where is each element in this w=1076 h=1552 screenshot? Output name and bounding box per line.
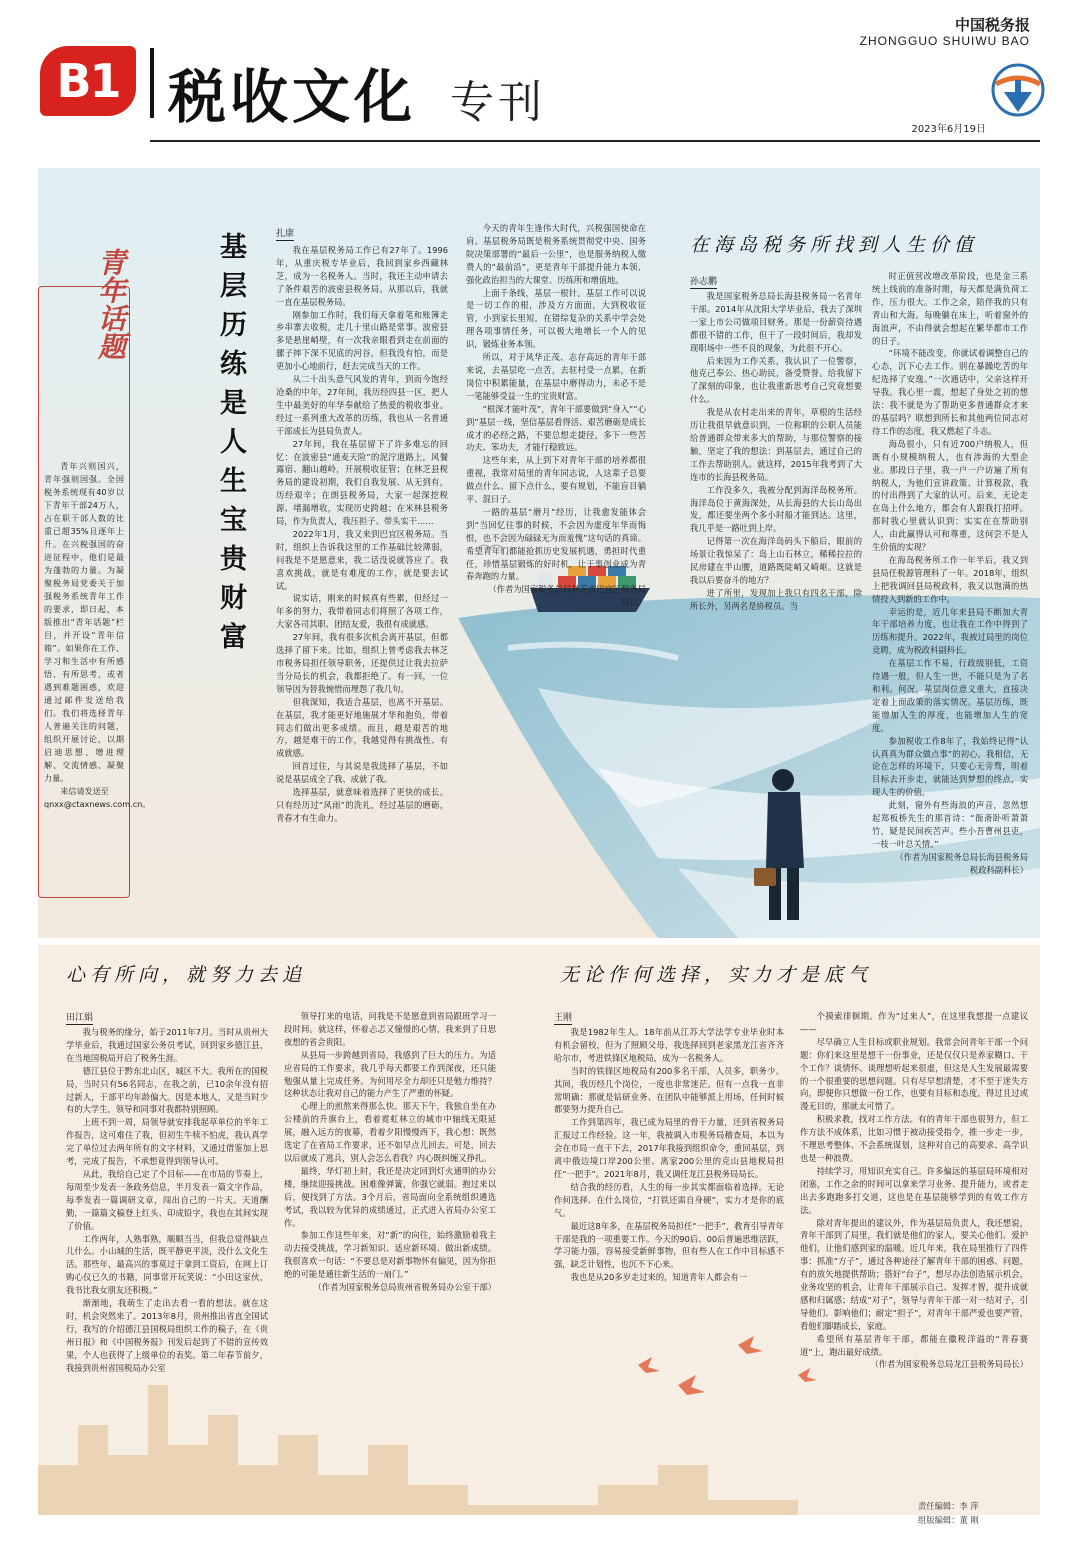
paragraph: 刚参加工作时，我们每天拿着笔和账簿走乡串寨去收税，走几十里山路是常事。波密县多是悬崖峭壁，有一次我亲眼看到走在前面的骡子摔下深不见底的河谷，但我没有怕，而是更加小心地前行，赶去完成当天的工作。 xyxy=(276,309,448,372)
paragraph: 持续学习，用知识充实自己。许多偏远的基层局环境相对闭塞，工作之余的时间可以拿来学习业务、提升能力，或者走出去多跑跑多打交道，这也是在基层能够学到的有效工作方法。 xyxy=(800,1165,1028,1215)
paragraph: 希望所有基层青年干部，都能在徽税洋溢的“青春赛道”上，跑出最好成绩。 xyxy=(800,1333,1028,1357)
column-subtitle: 专刊 xyxy=(450,77,546,128)
paragraph: 德江县位于黔东北山区，城区不大。我所在的国税局，当时只有56名同志，在我之前，已10余年没有招过新人，干部平均年龄偏大。因是本地人，又是当时少有的大学生，领导和同事对我都特别照顾。 xyxy=(66,1065,268,1115)
paragraph: 说实话，刚来的时候真有些累，但经过一年多的努力，我带着同志们将照了各项工作，大家各司其职、团结友爱，我很有成就感。 xyxy=(276,593,448,630)
paragraph: 领导打来的电话，问我是不是愿意到省局跟班学习一段时间。就这样，怀着忐忑又憧憬的心情，我来到了日思夜想的省会贵阳。 xyxy=(284,1011,496,1047)
article-1-author: 扎康 xyxy=(276,226,294,241)
paragraph: 渐渐地，我萌生了走出去看一看的想法。就在这时，机会突然来了。2013年8月，贵州推出省直全国试行，我写的介绍德江县国税局组织工作的稿子，在《贵州日报》和《中国税务报》刊发后起到了不错的宣传效果，个人也获得了上级单位的表奖。第二年春节前夕，我接到贵州省国税局办公室 xyxy=(66,1298,268,1373)
article-3-column-2 xyxy=(284,1010,496,1340)
paragraph: 后来因为工作关系，我认识了一位警察，他克己奉公、热心助民，备受赞誉。给我留下了深刻的印象，也让我重新思考自己究竟想要什么。 xyxy=(690,355,862,405)
paragraph: 在海岛税务所工作一年半后，我又到县局任税源管理科了一年。2018年，组织上把我调回县局税政科，我又以饱满的热情投入到新的工作中。 xyxy=(872,554,1028,604)
paragraph: 27年间，我在基层留下了许多难忘的回忆：在波密县“通麦天险”的泥泞道路上，风餐露宿、翻山越岭，开展税收征管；在林芝县税务局的建设初期，我们自我发展、从无到有，历经艰辛；在朗县税务局，大家一起深挖税源、堵漏增收，实现历史跨越；在米林县税务局，作为负责人，我压担子、带头实干…… xyxy=(276,438,448,527)
paragraph: 参加工作这些年来，对“新”的向往，始终激励着我主动去接受挑战，学习新知识、适应新环境、做出新成绩。我很喜欢一句话：“不要总是对新事物怀有偏见，因为你拒绝的可能是通往新生活的一扇门。” xyxy=(284,1230,496,1280)
paragraph: 幸运的是，近几年来县局不断加大青年干部培养力度，也让我在工作中得到了历练和提升。2022年，我被过局里的岗位竞聘，成为税政科副科长。 xyxy=(872,606,1028,656)
paragraph: 我与税务的缘分，始于2011年7月。当时从贵州大学毕业后，我通过国家公务员考试，回到家乡德江县，在当地国税局开启了税务生涯。 xyxy=(66,1027,268,1063)
paper-logo-icon xyxy=(990,62,1046,118)
paragraph: 我是从农村走出来的青年，草根的生活经历让我很早就意识到，一位称职的公职人员能给普通群众带来多大的帮助，与那位警察的接触，坚定了我的想法：到基层去，通过自己的工作去帮助别人。就这样，2015年我考到了大连市的长海县税务局。 xyxy=(690,407,862,482)
title-divider xyxy=(150,48,154,118)
author-byline: （作者为国家税务总局林芝市巴宜区税务局局长） xyxy=(488,584,646,608)
article-4-column-1 xyxy=(554,1026,784,1346)
article-3-column-1 xyxy=(66,1026,268,1421)
paragraph: 在基层工作不易，行政级别低，工资待遇一般，但人生一世，不能只是为了名和利。何况，基层岗位意义重大，直接决定着上面政策的落实情况。基层历练，既能增加人生的厚度，也能增加人生的宽度。 xyxy=(872,658,1028,733)
article-1-column-2 xyxy=(466,222,646,654)
article-2-headline: 在海岛税务所找到人生价值 xyxy=(690,234,979,256)
paragraph: 心理上的煎熬来得那么快。那天下午，我独自坐在办公楼前的升旗台上，看着霓虹林立的城市中轴线无限延展，融入远方的夜幕，看着夕阳慢慢西下，我心想：既然选定了在省局工作要求，还不如早点儿回去。可是，回去以后就成了逃兵，别人会怎么看我？内心既纠缠又挣扎。 xyxy=(284,1101,496,1163)
paragraph: 除对青年提出的建议外，作为基层局负责人，我还想说，青年干部到了局里，我们就是他们的家人，要关心他们、爱护他们，让他们感到家的温暖。近几年来，我在局里推行了四件事：抓准“方子”，通过各种途径了解青年干部的困惑、问题，有的放矢地提供帮助；搭好“台子”，想尽办法创造展示机会，业务攻坚的机会，让青年干部展示自己、发挥才智，提升成就感和归属感；结成“对子”，领导与青年干部一对一结对子，引导他们、影响他们；耐定“担子”，对青年干部严爱也要严管，看他们脚踏成长，家庭。 xyxy=(800,1217,1028,1331)
paragraph: 这些年来，从上到下对青年干部的培养都很重视，我常对局里的青年同志说，人这辈子总要做点什么、留下点什么，要有规划，不能盲目躺平、混日子。 xyxy=(466,455,646,505)
paragraph: 从县局一步跨越到省局，我感到了巨大的压力。为适应省局的工作要求，我几乎每天都要工作到深夜，还只能勉强从量上完成任务。为何用尽全力却还只是勉力维持？这种状态让我对自己的能力产生了严重的怀疑。 xyxy=(284,1049,496,1099)
article-4-headline: 无论作何选择，实力才是底气 xyxy=(560,964,873,986)
paragraph: 结合我的经历看，人生的每一步其实都面临着选择。无论作何选择、在什么岗位，“打铁还需自身硬”，实力才是你的底气。 xyxy=(554,1181,784,1218)
intro-email[interactable]: qnxx@ctaxnews.com.cn。 xyxy=(44,799,151,809)
paper-name-en: ZHONGGUO SHUIWU BAO xyxy=(859,34,1030,48)
paper-name-cn: 中国税务报 xyxy=(954,16,1030,34)
paragraph: 今天的青年生逢伟大时代，兴税强国使命在肩。基层税务局既是税务系统贯彻党中央、国务院决策部署的“最后一公里”，也是服务纳税人缴费人的“最前沿”，更是青年干部提升能力本领、强化政治担当的大课堂、历练所和增值地。 xyxy=(466,223,646,285)
layout-editor: 组版编辑：董 刚 xyxy=(918,1515,979,1525)
paragraph: 当时的铁锋区地税局有200多名干部，人员多，职务少。其间，我历经几个岗位，一度也非常迷茫。但有一点我一直非常明确：那就是钻研业务、在团队中能够派上用场，任何时候都要努力提升自己。 xyxy=(554,1065,784,1115)
paragraph: 我是1982年生人。18年前从江苏大学法学专业毕业时本有机会留校，但为了照顾父母，我选择回到老家黑龙江省齐齐哈尔市，考进铁锋区地税局，成为一名税务人。 xyxy=(554,1027,784,1063)
article-2-author: 孙志鹏 xyxy=(690,274,717,289)
paragraph: 我是国家税务总局长海县税务局一名青年干部。2014年从沈阳大学毕业后，我去了深圳一家上市公司做项目财务。那是一份薪资待遇都很不错的工作，但干了一段时间后，我却发现职场中一些不良的现象，为此很不开心。 xyxy=(690,291,862,353)
paragraph: 最近这8年多，在基层税务局担任“一把手”，教育引导青年干部是我的一项重要工作。今天的90后、00后普遍思维活跃，学习能力强，容易接受新鲜事物，但有些人在工作中目标感不强，缺乏计划性，也沉不下心来。 xyxy=(554,1220,784,1270)
article-3-author: 田江娟 xyxy=(66,1010,93,1025)
paragraph: “根深才能叶茂”，青年干部要做到“身入”“心到”基层一线，坚信基层看得活、艰苦磨砺是成长成才的必经之路，不要总想走捷径，多下一些苦功夫、笨功夫，才能行稳致远。 xyxy=(466,403,646,453)
author-byline: （作者为国家税务总局长海县税务局税政科副科长） xyxy=(895,851,1028,875)
chief-editor: 责任编辑：李 萍 xyxy=(918,1501,979,1511)
paragraph: 参加税收工作8年了，我始终记得“认认真真为群众做点事”的初心。我相信，无论在怎样的环境下，只要心无旁骛，明着目标去开步走，就能达到梦想的终点，实现人生的价值。 xyxy=(872,735,1028,798)
paragraph: 一路的基层“磨月”经历，让我愈发能体会到“当回忆往事的时候，不会因为虚度年华而悔恨，也不会因为碌碌无为而羞愧”这句话的真谛。希望青年们都能抢抓历史发展机遇，勇担时代重任，珍惜基层锻炼的好时机，让干事创业成为青春奔跑的力量。 xyxy=(466,506,646,582)
paragraph: “环境不能改变，你就试着调整自己的心态，沉下心去工作。别在暴躁吃苦的年纪选择了安逸。”一次通话中，父亲这样开导我。我心里一震，想起了身处之初的想法：我不就是为了帮助更多普通群众才来的基层吗？联想到所长和其他两位同志对待工作的态度，我又燃起了斗志。 xyxy=(872,348,1028,436)
paragraph: 工作到第四年，我已成为局里的骨干力量，还到省税务局汇报过工作经验。这一年，我被调入市税务局稽查局，本以为会在市局一直干下去，2017年我接到组织命令，重回基层，到离中俄边境口岸200公里、离家200公里的克山县地税局担任“一把手”。2021年8月，我又调任龙江县税务局局长。 xyxy=(554,1117,784,1179)
paragraph: 进了所里，发现加上我只有四名干部，除所长外，另两名是协税员。当 xyxy=(690,587,862,611)
paragraph: 海岛很小，只有近700户纳税人，但既有小规模纳税人，也有涉海的大型企业。那段日子里，我一户一户访遍了所有纳税人，为他们宣讲政策、计算税款，我的付出得到了大家的认可。后来，无论走在岛上什么地方，都会有人跟我打招呼。那时我心里就认识到：实实在在帮助别人，由此赢得认可和尊重，这何尝不是人生价值的实现？ xyxy=(872,438,1028,553)
article-4-author: 王刚 xyxy=(554,1010,572,1025)
column-badge: 青年话题 xyxy=(94,248,127,360)
page-number-badge: B1 xyxy=(40,46,136,116)
article-3-headline: 心有所向，就努力去追 xyxy=(66,964,307,986)
paragraph: 最终，华灯初上时，我还是决定回到灯火通明的办公楼，继续迎接挑战。困难像弹簧，你强它就弱。抱过来以后，便找到了方法。3个月后，省局面向全系统组织遴选考试，我以较为优异的成绩通过，正式进入省局办公室工作。 xyxy=(284,1165,496,1228)
intro-email-label: 来信请发送至 xyxy=(60,786,109,796)
paragraph: 回首过往，与其说是我选择了基层，不如说是基层成全了我、成就了我。 xyxy=(276,761,448,785)
paragraph: 工作两年，人熟事熟，顺顺当当，但我总觉得缺点儿什么。小山城的生活，既平静更平淡，没什么文化生活。那些年，最高兴的事莫过于拿到工资后，在网上订购心仪已久的书籍，同事常开玩笑说：“小田这家伙，我书比我女朋友还积极。” xyxy=(66,1233,268,1296)
article-2-column-2 xyxy=(872,270,1028,930)
paragraph: 此刻，窗外有些海浪的声音，忽然想起郑板桥先生的那首诗：“衙斋卧听萧萧竹，疑是民间疾苦声。些小吾曹州县吏，一枝一叶总关情。” xyxy=(872,800,1028,849)
paragraph: 记得第一次在海洋岛码头下船后，眼前的场景让我惊呆了：岛上山石林立，稀稀拉拉的民房建在半山腰，道路既陡峭又崎岖。这就是我以后要奋斗的地方？ xyxy=(690,536,862,585)
paragraph: 所以，对于风华正茂、志存高远的青年干部来说，去基层吃一点苦，去驻村受一点累，在新岗位中积累能量，在基层中磨得动力，未必不是一笔能够受益一生的宝贵财富。 xyxy=(466,352,646,401)
paragraph: 我也是从20多岁走过来的，知道青年人都会有一 xyxy=(570,1272,748,1283)
paragraph: 上班不到一周，局领导就安排我起草单位的半年工作报告，这可难住了我，但初生牛犊不怕虎，我认真学完了单位过去两年所有的文字材料，又通过借鉴加上思考，完成了报告，不承想竟得到领导认可。 xyxy=(66,1117,268,1167)
paragraph: 选择基层，就意味着选择了更快的成长。只有经历过“风雨”的洗礼，经过基层的磨砺，青春才有生命力。 xyxy=(276,787,448,823)
paragraph: 2022年1月，我又来到巴宜区税务局。当时，组织上告诉我这里的工作基础比较薄弱，问我是不是愿意来，我二话没说就答应了。我喜欢挑战，就是有难度的工作，就是要去试试。 xyxy=(276,528,448,591)
intro-paragraph: 青年兴则国兴，青年强则国强。全国税务系统现有40岁以下青年干部24万人，占在职干部人数的比重已超35%且逐年上升。在兴税强国的奋进征程中，他们是最为蓬勃的力量。为凝聚税务局党委关于加强税务系统青年工作的要求，即日起，本版推出“青年话题”栏目，并开设“青年信箱”。如果你在工作、学习和生活中有所感悟、有所思考，或者遇到难题困惑，欢迎通过邮件发送给我们。我们将选择青年人普遍关注的问题，组织开展讨论，以期启迪思想、增进理解、交流情感、凝聚力量。 xyxy=(44,461,124,783)
paragraph: 上面千条线，基层一根针。基层工作可以说是一切工作的根，涉及方方面面，大到税收征管，小到家长里短，在错综复杂的关系中学会处理各项事情任务，可以极大地增长一个人的见识，锻炼业务本领。 xyxy=(466,287,646,350)
masthead-rule xyxy=(150,140,1040,142)
paragraph: 尽早确立人生目标或职业规划。我常会问青年干部一个问题：你们来这里是想干一份事业，还是仅仅只是养家糊口、干个工作？谈情怀、谈理想听起来很虚，但这是人生发展最需要的一个很重要的思想问题。只有尽早想清楚，才不至于迷失方向，即便你只想做一份工作，也要有目标和态度，得过且过或漫无目的，那就太可惜了。 xyxy=(800,1036,1028,1112)
paragraph: 从此，我给自己定了个目标——在市局的节奏上，每周至少发表一条政务信息，半月发表一篇文字作品，每季发表一篇调研文章，闯出自己的一片天。天道酬勤，一篇篇文稿登上红头、印成铅字，我也在其间实现了价值。 xyxy=(66,1168,268,1231)
paragraph: 工作没多久，我被分配到海洋岛税务所。海洋岛位于黄海深处，从长海县的大长山岛出发，都还要坐两个多小时船才能到达。这里，我几乎是一路吐到上岸。 xyxy=(690,484,862,534)
paragraph: 27年间，我有很多次机会离开基层，但都选择了留下来。比如，组织上曾考虑我去林芝市税务局担任领导职务，还提供过让我去拉萨当分局长的机会，我都拒绝了。有一回，一位领导因为替我惋惜而埋怨了我几句。 xyxy=(276,632,448,694)
intro-text xyxy=(44,460,151,811)
paragraph: 我在基层税务局工作已有27年了。1996年，从重庆税专毕业后，我回到家乡西藏林芝，成为一名税务人。当时，我还主动申请去了条件艰苦的波密县税务局。从那以后，我就一直在基层税务局。 xyxy=(276,245,448,307)
author-byline: （作者为国家税务总局龙江县税务局局长） xyxy=(870,1359,1028,1370)
paragraph: 时正值营改增改革阶段，也是金三系统上线前的准备时期，每天都是满负荷工作，压力很大。工作之余，陪伴我的只有青山和大海。每晚躺在床上，听着窗外的海浪声，不由得就会想起在繁华都市工作的日子。 xyxy=(872,271,1028,346)
paragraph: 从二十出头意气风发的青年，到而今饱经沧桑的中年，27年间，我历经四县一区，把人生中最美好的年华奉献给了热爱的税收事业。经过一系列重大改革的历练，我也从一名普通干部成长为县局负责人。 xyxy=(276,374,448,436)
paragraph: 积极求教，找对工作方法。有的青年干部也很努力，但工作方法不成体系，比如习惯于被动接受指令，推一步走一步，不理思考整体、不会系统谋划，这种对自己的高要求、高学识也是一种浪费。 xyxy=(800,1114,1028,1163)
column-title: 税收文化 xyxy=(168,63,417,131)
article-2-column-1 xyxy=(690,290,862,710)
article-1-column-1 xyxy=(276,244,448,926)
paragraph: 个摸索徘徊期。作为“过来人”，在这里我想提一点建议—— xyxy=(800,1011,1028,1034)
article-1-headline: 基层历练是人生宝贵财富 xyxy=(215,232,246,661)
publish-date: 2023年6月19日 xyxy=(911,124,986,135)
article-4-column-2 xyxy=(800,1010,1028,1398)
author-byline: （作者为国家税务总局贵州省税务局办公室干部） xyxy=(313,1282,496,1293)
paragraph: 但我深知，我适合基层，也离不开基层。在基层，我才能更好地施展才华和抱负，带着同志们做出更多成绩。而且，越是艰苦的地方，越是难干的工作，我越觉得有挑战性、有成就感。 xyxy=(276,696,448,759)
